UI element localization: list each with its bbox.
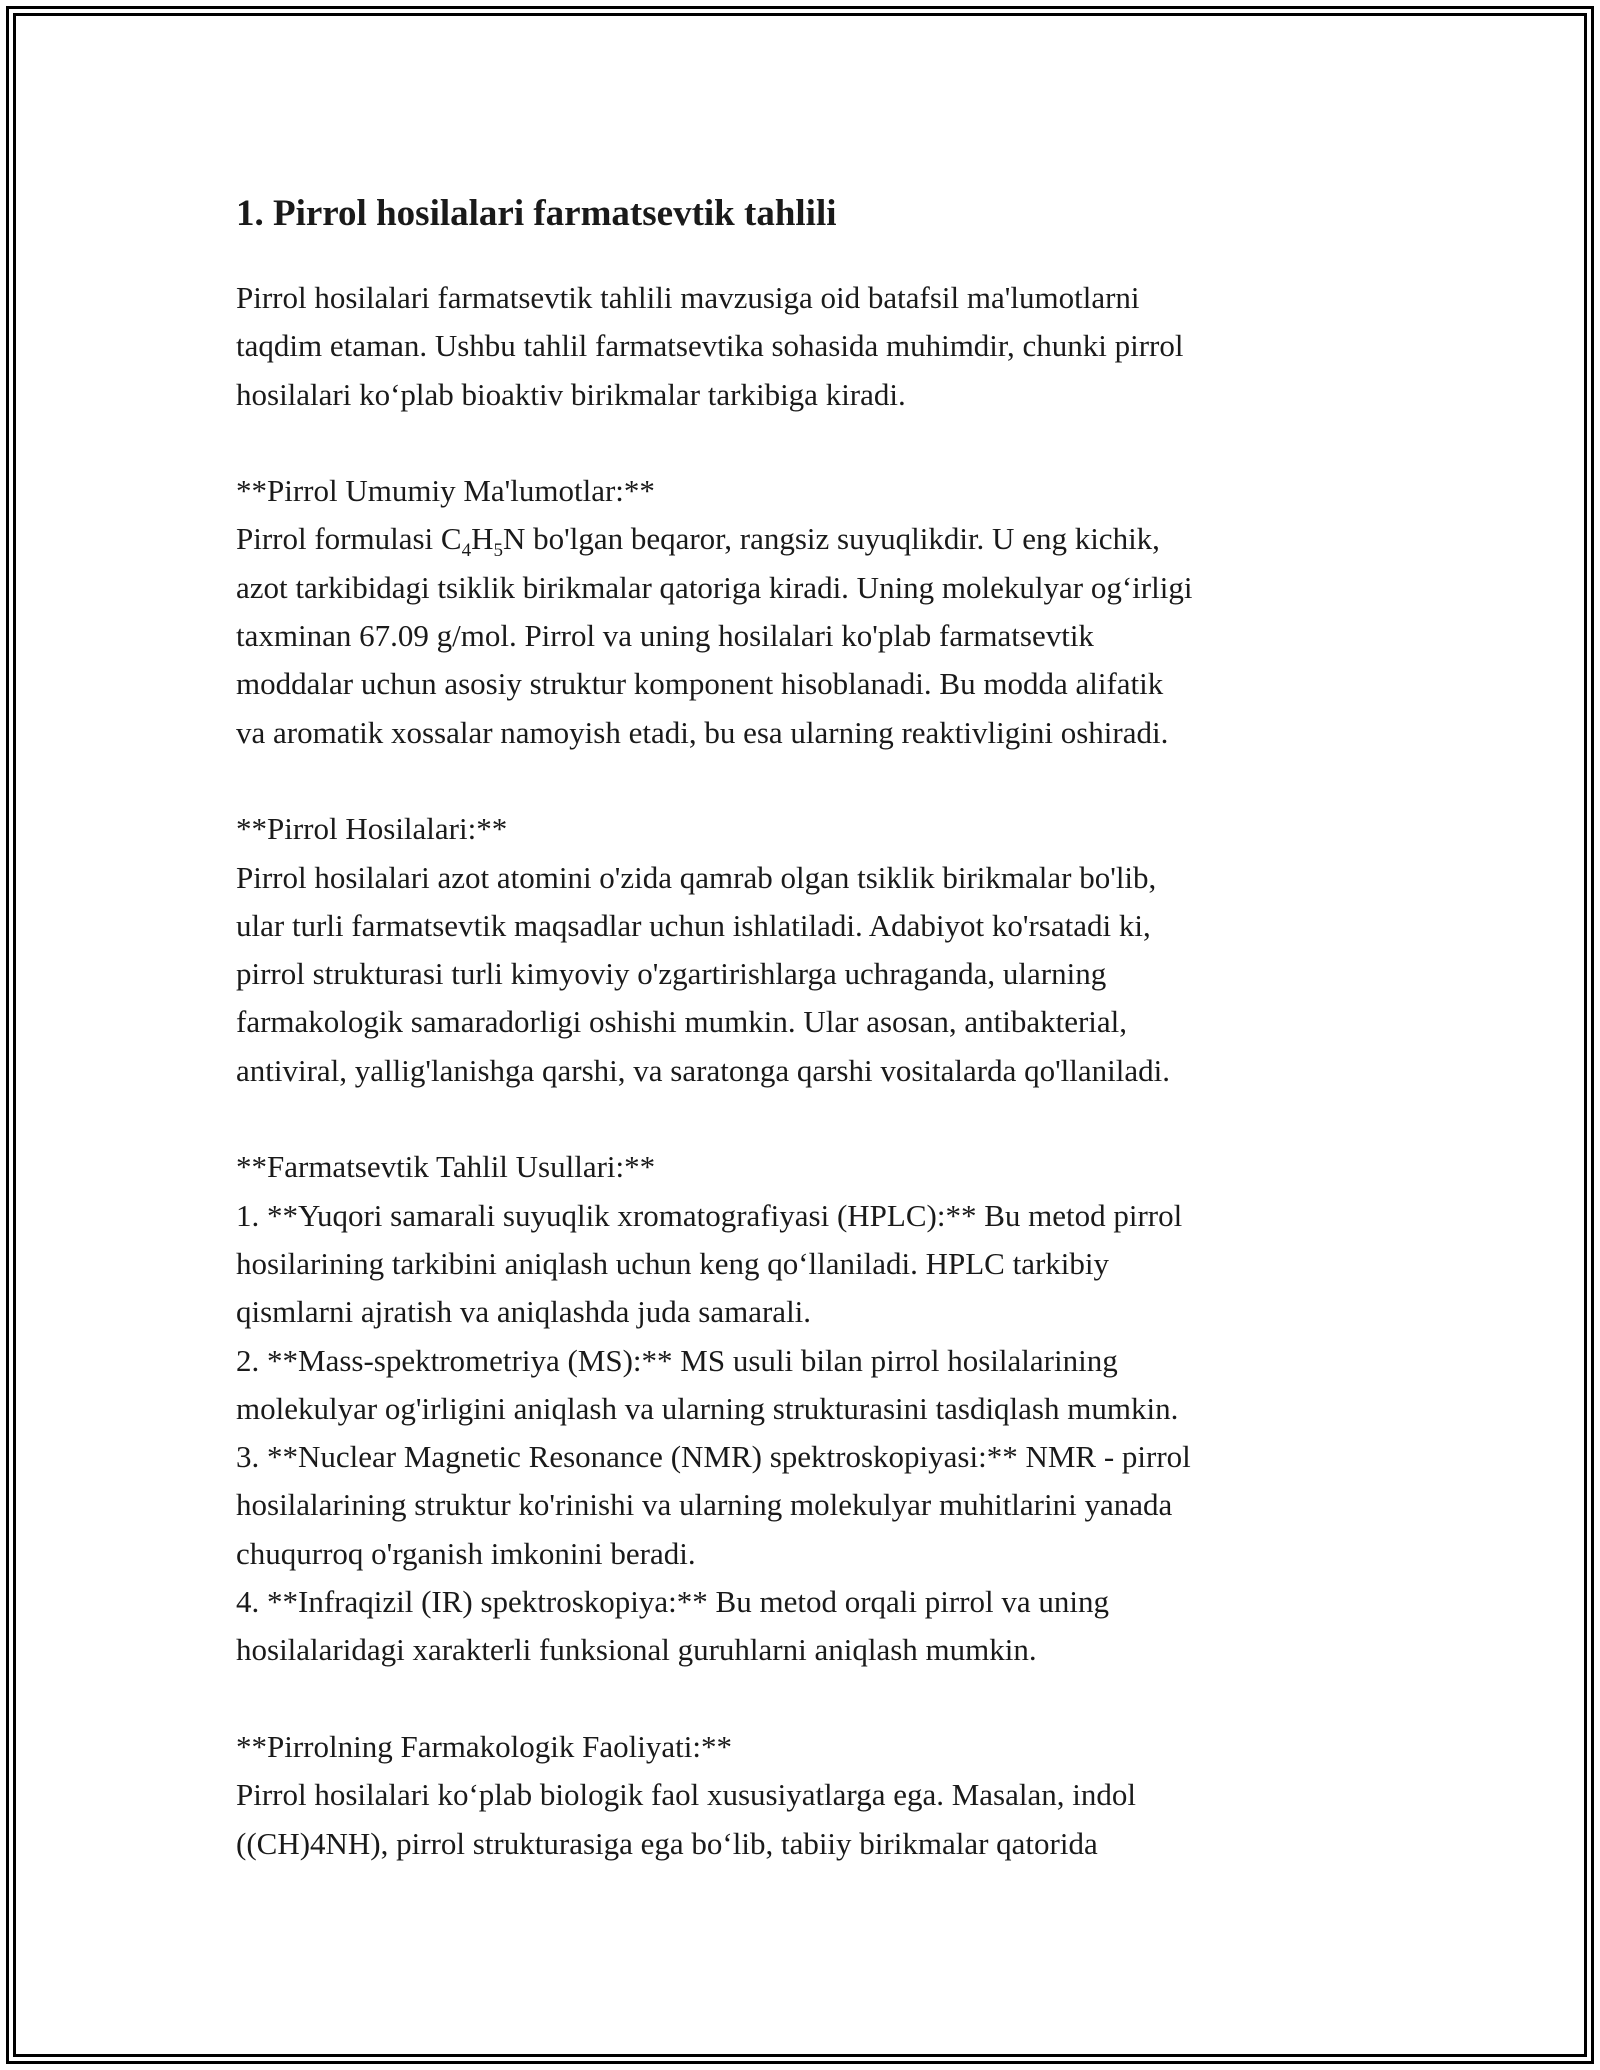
- list-line: hosilalarining struktur ko'rinishi va ularning molekulyar muhitlarini yanada: [236, 1487, 1173, 1523]
- list-line: 4. **Infraqizil (IR) spektroskopiya:** Bu metod orqali pirrol va uning: [236, 1584, 1109, 1620]
- spacer: [236, 757, 1386, 805]
- list-line: molekulyar og'irligini aniqlash va ularning strukturasini tasdiqlash mumkin.: [236, 1390, 1179, 1426]
- spacer: [236, 1095, 1386, 1143]
- intro-line: Pirrol hosilalari farmatsevtik tahlili mavzusiga oid batafsil ma'lumotlarni: [236, 280, 1140, 315]
- formula-mid: H: [471, 521, 494, 557]
- list-line: chuqurroq o'rganish imkonini beradi.: [236, 1535, 696, 1571]
- spacer: [236, 1675, 1386, 1723]
- list-line: 2. **Mass-spektrometriya (MS):** MS usuli bilan pirrol hosilalarining: [236, 1342, 1118, 1378]
- derivatives-section: [236, 805, 1386, 1095]
- section-heading: **Farmatsevtik Tahlil Usullari:**: [236, 1149, 656, 1185]
- list-line: hosilalaridagi xarakterli funksional guruhlarni aniqlash mumkin.: [236, 1632, 1037, 1668]
- body-line: ((CH)4NH), pirrol strukturasiga ega bo‘lib, tabiiy birikmalar qatorida: [236, 1825, 1098, 1861]
- section-heading: **Pirrol Umumiy Ma'lumotlar:**: [236, 473, 655, 509]
- pharmacology-section: [236, 1723, 1386, 1868]
- formula-subscript: 5: [493, 540, 503, 562]
- formula-suffix: N bo'lgan beqaror, rangsiz suyuqlikdir. U eng kichik,: [503, 521, 1160, 557]
- document-page: [236, 186, 1386, 1868]
- body-line: pirrol strukturasi turli kimyoviy o'zgartirishlarga uchraganda, ularning: [236, 956, 1107, 992]
- formula-subscript: 4: [461, 540, 472, 562]
- body-line: moddalar uchun asosiy struktur komponent hisoblanadi. Bu modda alifatik: [236, 666, 1164, 702]
- body-line: farmakologik samaradorligi oshishi mumkin. Ular asosan, antibakterial,: [236, 1004, 1128, 1040]
- section-heading: **Pirrol Hosilalari:**: [236, 811, 508, 847]
- body-line: azot tarkibidagi tsiklik birikmalar qatoriga kiradi. Uning molekulyar og‘irligi: [236, 569, 1193, 605]
- list-line: qismlarni ajratish va aniqlashda juda samarali.: [236, 1294, 812, 1330]
- formula-line: [236, 515, 1386, 563]
- formula-prefix: Pirrol formulasi C: [236, 521, 462, 557]
- section-heading: **Pirrolning Farmakologik Faoliyati:**: [236, 1728, 732, 1764]
- body-line: Pirrol hosilalari azot atomini o'zida qamrab olgan tsiklik birikmalar bo'lib,: [236, 859, 1157, 895]
- methods-section: [236, 1143, 1386, 1674]
- body-line: ular turli farmatsevtik maqsadlar uchun ishlatiladi. Adabiyot ko'rsatadi ki,: [236, 907, 1151, 943]
- list-line: 1. **Yuqori samarali suyuqlik xromatografiyasi (HPLC):** Bu metod pirrol: [236, 1197, 1183, 1233]
- body-line: taxminan 67.09 g/mol. Pirrol va uning hosilalari ko'plab farmatsevtik: [236, 618, 1094, 654]
- spacer: [236, 419, 1386, 467]
- intro-line: taqdim etaman. Ushbu tahlil farmatsevtika sohasida muhimdir, chunki pirrol: [236, 328, 1184, 364]
- list-line: 3. **Nuclear Magnetic Resonance (NMR) spektroskopiyasi:** NMR - pirrol: [236, 1439, 1191, 1475]
- body-line: Pirrol hosilalari ko‘plab biologik faol xususiyatlarga ega. Masalan, indol: [236, 1777, 1136, 1813]
- body-line: antiviral, yallig'lanishga qarshi, va saratonga qarshi vositalarda qo'llaniladi.: [236, 1052, 1171, 1088]
- general-section: [236, 467, 1386, 757]
- intro-line: hosilalari ko‘plab bioaktiv birikmalar tarkibiga kiradi.: [236, 376, 906, 412]
- body-line: va aromatik xossalar namoyish etadi, bu esa ularning reaktivligini oshiradi.: [236, 714, 1169, 750]
- list-line: hosilarining tarkibini aniqlash uchun keng qo‘llaniladi. HPLC tarkibiy: [236, 1245, 1110, 1281]
- intro-section: [236, 274, 1386, 419]
- document-title: 1. Pirrol hosilalari farmatsevtik tahlili: [236, 193, 837, 234]
